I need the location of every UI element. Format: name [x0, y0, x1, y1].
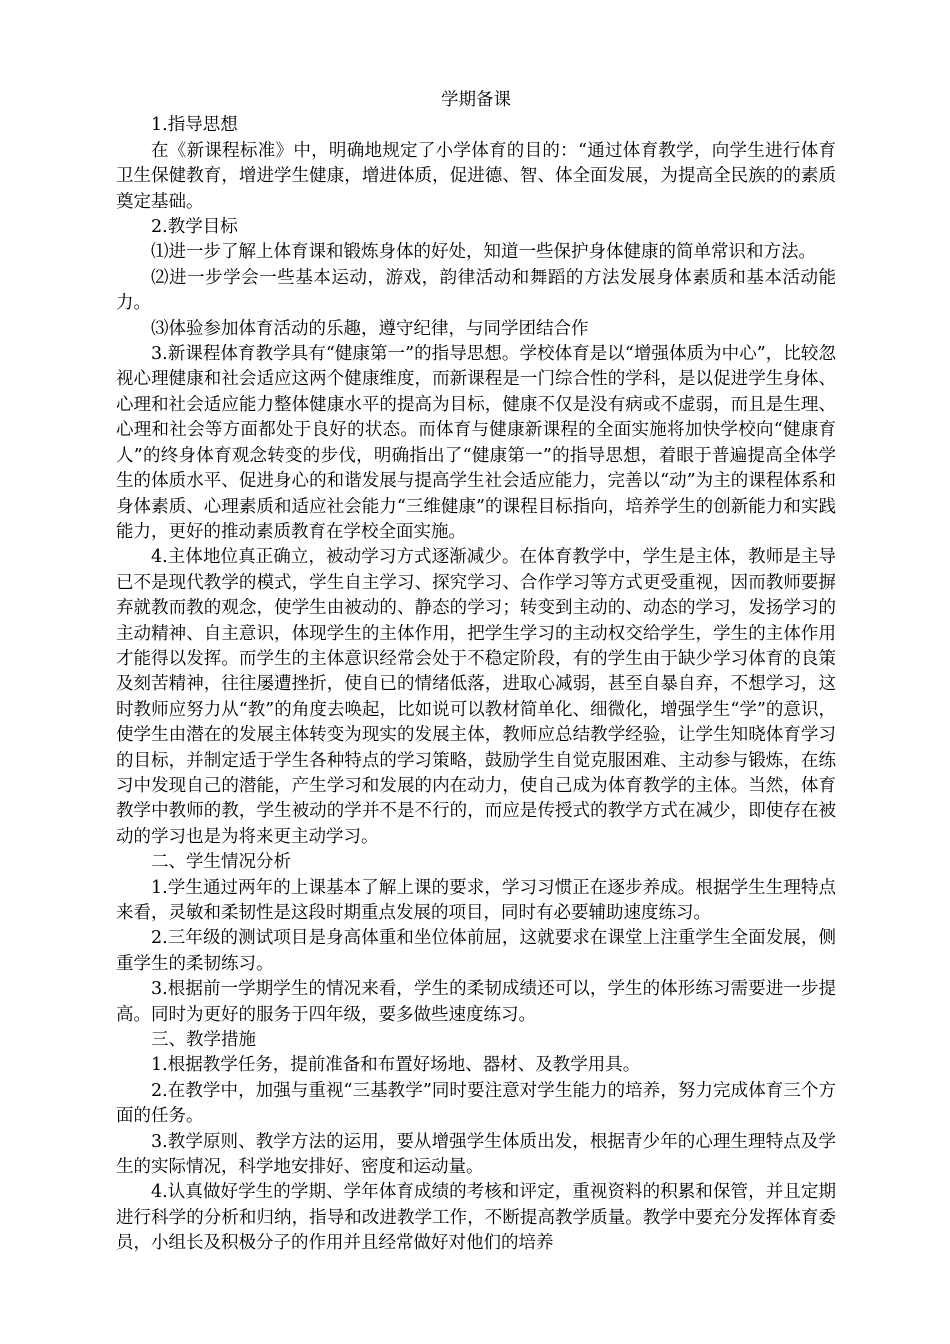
goal-item-2: ⑵进一步学会一些基本运动，游戏，韵律活动和舞蹈的方法发展身体素质和基本活动能力。 [116, 267, 836, 314]
heading-teaching-goals: 2.教学目标 [151, 217, 238, 238]
heading-guiding-thought: 1.指导思想 [151, 115, 238, 136]
paragraph-student-subject: 4.主体地位真正确立，被动学习方式逐渐减少。在体育教学中，学生是主体，教师是主导已不是现代教学的模式，学生自主学习、探究学习、合作学习等方式更受重视，因而教师要摒弃就教而教的观念，使学生由被动的、静态的学习；转变到主动的、动态的学习，发扬学习的主动精神、自主意识，体现学生的主体作用，把学生学习的主动权交给学生，学生的主体作用才能得以发挥。而学生的主体意识经常会处于不稳定阶段，有的学生由于缺少学习体育的良策及刻苦精神，往往屡遭挫折，使自已的情绪低落，进取心减弱，甚至自暴自弃，不想学习，这时教师应努力从“教”的角度去唤起，比如说可以教材简单化、细微化，增强学生“学”的意识，使学生由潜在的发展主体转变为现实的发展主体，教师应总结教学经验，让学生知晓体育学习的目标，并制定适于学生各种特点的学习策略，鼓励学生自觉克服困难、主动参与锻炼，在练习中发现自己的潜能，产生学习和发展的内在动力，使自己成为体育教学的主体。当然，体育教学中教师的教，学生被动的学并不是不行的，而应是传授式的教学方式在减少，即使存在被动的学习也是为将来更主动学习。 [116, 547, 836, 847]
paragraph-health-first: 3.新课程体育教学具有“健康第一”的指导思想。学校体育是以“增强体质为中心”，比较忽视心理健康和社会适应这两个健康维度，而新课程是一门综合性的学科，是以促进学生身体、心理和社会适应能力整体健康水平的提高为目标，健康不仅是没有病或不虚弱，而且是生理、心理和社会等方面都处于良好的状态。而体育与健康新课程的全面实施将加快学校向“健康育人”的终身体育观念转变的步伐，明确指出了“健康第一”的指导思想，着眼于普遍提高全体学生的体质水平、促进身心的和谐发展与提高学生社会适应能力，完善以“动”为主的课程体系和身体素质、心理素质和适应社会能力“三维健康”的课程目标指向，培养学生的创新能力和实践能力，更好的推动素质教育在学校全面实施。 [116, 344, 836, 542]
goal-item-3: ⑶体验参加体育活动的乐趣，遵守纪律，与同学团结合作 [151, 318, 589, 339]
paragraph-curriculum-standard: 在《新课程标准》中，明确地规定了小学体育的目的：“通过体育教学，向学生进行体育卫生保健教育，增进学生健康，增进体质，促进德、智、体全面发展，为提高全民族的的素质奠定基础。 [116, 140, 836, 212]
measure-item-4: 4.认真做好学生的学期、学年体育成绩的考核和评定，重视资料的积累和保管，并且定期进行科学的分析和归纳，指导和改进教学工作，不断提高教学质量。教学中要充分发挥体育委员，小组长及积极分子的作用并且经常做好对他们的培养 [116, 1182, 836, 1254]
measure-item-2: 2.在教学中，加强与重视“三基教学”同时要注意对学生能力的培养，努力完成体育三个方面的任务。 [116, 1080, 836, 1127]
measure-item-3: 3.教学原则、教学方法的运用，要从增强学生体质出发，根据青少年的心理生理特点及学生的实际情况，科学地安排好、密度和运动量。 [116, 1131, 836, 1178]
goal-item-1: ⑴进一步了解上体育课和锻炼身体的好处，知道一些保护身体健康的简单常识和方法。 [151, 242, 816, 263]
heading-teaching-measures: 三、教学措施 [151, 1030, 256, 1051]
document-page [116, 88, 836, 1257]
analysis-item-1: 1.学生通过两年的上课基本了解上课的要求，学习习惯正在逐步养成。根据学生生理特点来看，灵敏和柔韧性是这段时期重点发展的项目，同时有必要辅助速度练习。 [116, 877, 836, 923]
measure-item-1: 1.根据教学任务，提前准备和布置好场地、器材、及教学用具。 [151, 1055, 641, 1076]
document-title: 学期备课 [441, 90, 511, 110]
analysis-item-2: 2.三年级的测试项目是身高体重和坐位体前屈，这就要求在课堂上注重学生全面发展，侧重学生的柔韧练习。 [116, 928, 836, 974]
heading-student-analysis: 二、学生情况分析 [151, 852, 291, 873]
analysis-item-3: 3.根据前一学期学生的情况来看，学生的柔韧成绩还可以，学生的体形练习需要进一步提高。同时为更好的服务于四年级，要多做些速度练习。 [116, 979, 836, 1025]
